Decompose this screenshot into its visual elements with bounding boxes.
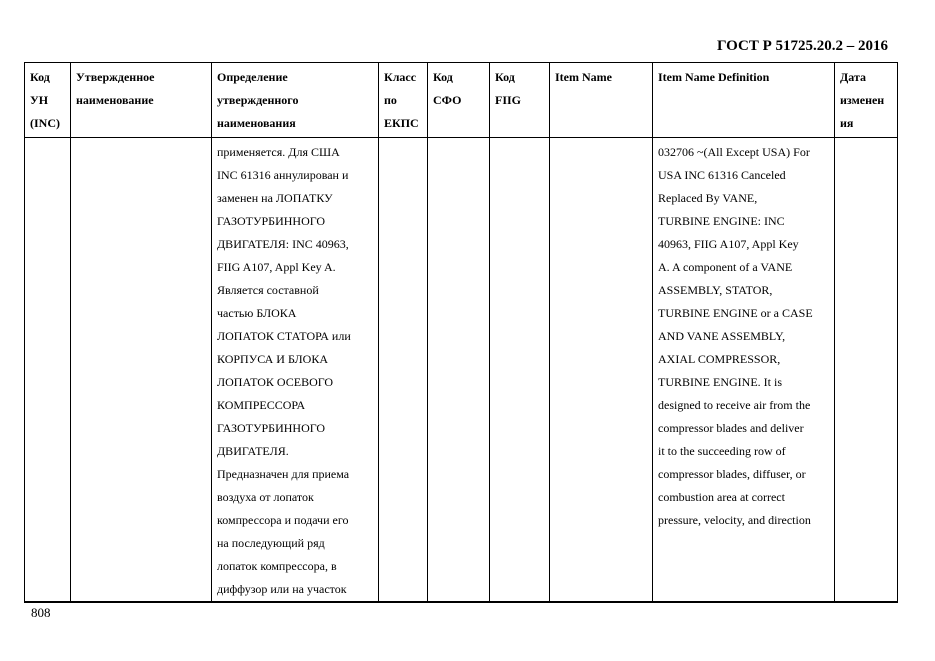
cell-definition-en <box>653 138 835 603</box>
text-line: Предназначен для приема <box>217 467 350 481</box>
cell-ekps-class <box>379 138 428 603</box>
text-line: Код <box>433 70 453 84</box>
data-table <box>24 62 898 603</box>
col-header-change-date <box>835 63 898 138</box>
text-line: Класс <box>384 70 417 84</box>
text-line: Код <box>30 70 50 84</box>
col-header-item-name <box>550 63 653 138</box>
text-line: USA INC 61316 Canceled <box>658 168 786 182</box>
text-line: it to the succeeding row of <box>658 444 786 458</box>
col-header-ekps-class <box>379 63 428 138</box>
text-line: AND VANE ASSEMBLY, <box>658 329 786 343</box>
table-header-row <box>25 63 898 138</box>
text-line: 032706 ~(All Except USA) For <box>658 145 810 159</box>
text-line: КОРПУСА И БЛОКА <box>217 352 329 366</box>
col-header-fiig-code <box>490 63 550 138</box>
text-line: Item Name <box>555 70 612 84</box>
text-line: УН <box>30 93 49 107</box>
text-line: compressor blades, diffuser, or <box>658 467 806 481</box>
text-line: pressure, velocity, and direction <box>658 513 811 527</box>
page-number: 808 <box>31 605 51 620</box>
text-line: Утвержденное <box>76 70 155 84</box>
text-line: утвержденного <box>217 93 299 107</box>
text-line: TURBINE ENGINE: INC <box>658 214 785 228</box>
text-line: combustion area at correct <box>658 490 785 504</box>
col-header-item-name-definition <box>653 63 835 138</box>
text-line: Является составной <box>217 283 319 297</box>
text-line: ЕКПС <box>384 116 419 130</box>
col-header-inc-code <box>25 63 71 138</box>
text-line: ГАЗОТУРБИННОГО <box>217 214 326 228</box>
col-header-approved-name <box>71 63 212 138</box>
text-line: A. A component of a VANE <box>658 260 793 274</box>
text-line: designed to receive air from the <box>658 398 811 412</box>
text-line: Определение <box>217 70 288 84</box>
text-line: ДВИГАТЕЛЯ. <box>217 444 289 458</box>
text-line: ЛОПАТОК ОСЕВОГО <box>217 375 334 389</box>
text-line: compressor blades and deliver <box>658 421 804 435</box>
text-line: ГАЗОТУРБИННОГО <box>217 421 326 435</box>
col-header-name-definition <box>212 63 379 138</box>
text-line: FIIG A107, Appl Key A. <box>217 260 336 274</box>
text-line: TURBINE ENGINE. It is <box>658 375 782 389</box>
text-line: Replaced By VANE, <box>658 191 758 205</box>
text-line: ЛОПАТОК СТАТОРА или <box>217 329 351 343</box>
text-line: FIIG <box>495 93 522 107</box>
text-line: заменен на ЛОПАТКУ <box>217 191 333 205</box>
cell-approved-name <box>71 138 212 603</box>
cell-definition-ru <box>212 138 379 603</box>
text-line: AXIAL COMPRESSOR, <box>658 352 781 366</box>
col-header-sfo-code <box>428 63 490 138</box>
text-line: INC 61316 аннулирован и <box>217 168 349 182</box>
cell-change-date <box>835 138 898 603</box>
cell-sfo-code <box>428 138 490 603</box>
text-line: воздуха от лопаток <box>217 490 314 504</box>
text-line: на последующий ряд <box>217 536 325 550</box>
cell-item-name <box>550 138 653 603</box>
text-line: применяется. Для США <box>217 145 340 159</box>
text-line: (INC) <box>30 116 60 130</box>
text-line: TURBINE ENGINE or a CASE <box>658 306 813 320</box>
text-line: ASSEMBLY, STATOR, <box>658 283 773 297</box>
text-line: ия <box>840 116 854 130</box>
text-line: по <box>384 93 397 107</box>
cell-inc-code <box>25 138 71 603</box>
text-line: Дата <box>840 70 866 84</box>
text-line: диффузор или на участок <box>217 582 347 596</box>
cell-fiig-code <box>490 138 550 603</box>
text-line: наименования <box>217 116 296 130</box>
text-line: Код <box>495 70 515 84</box>
text-line: Item Name Definition <box>658 70 770 84</box>
text-line: 40963, FIIG A107, Appl Key <box>658 237 799 251</box>
text-line: компрессора и подачи его <box>217 513 349 527</box>
text-line: КОМПРЕССОРА <box>217 398 306 412</box>
text-line: частью БЛОКА <box>217 306 297 320</box>
document-code: ГОСТ Р 51725.20.2 – 2016 <box>716 38 888 54</box>
text-line: СФО <box>433 93 462 107</box>
text-line: лопаток компрессора, в <box>217 559 337 573</box>
text-line: наименование <box>76 93 154 107</box>
text-line: ДВИГАТЕЛЯ: INC 40963, <box>217 237 349 251</box>
table-row <box>25 138 898 603</box>
text-line: изменен <box>840 93 885 107</box>
